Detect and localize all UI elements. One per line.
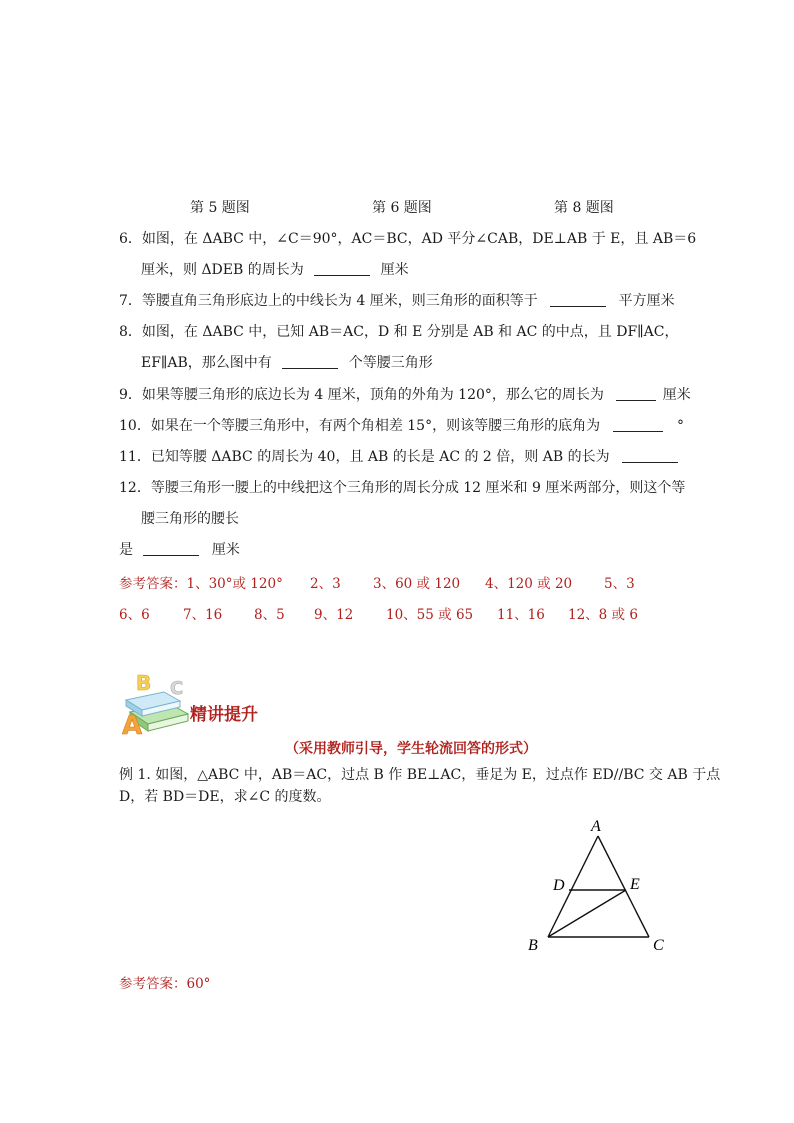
- question-9: [119, 386, 691, 404]
- question-6-unit: 厘米: [380, 262, 409, 278]
- letter-c: C: [170, 678, 184, 699]
- example-1-answer: 参考答案：60°: [119, 976, 211, 992]
- answer-item: 3、60 或 120: [373, 576, 461, 592]
- question-12-unit: 厘米: [211, 542, 240, 558]
- answer-item: 4、120 或 20: [485, 576, 573, 592]
- question-8-line-2: [141, 354, 433, 372]
- fig-caption-8: 第 8 题图: [554, 200, 614, 216]
- answer-blank: [550, 292, 606, 307]
- point-a-label: A: [591, 818, 601, 835]
- point-b-label: B: [528, 937, 538, 954]
- answer-item: 7、16: [183, 607, 223, 623]
- question-12-line-2: 腰三角形的腰长: [141, 511, 239, 527]
- point-d-label: D: [553, 877, 565, 894]
- point-e-label: E: [630, 876, 640, 893]
- question-7-text: 7．等腰直角三角形底边上的中线长为 4 厘米，则三角形的面积等于: [119, 293, 538, 309]
- triangle-figure: [520, 812, 680, 962]
- answer-blank: [282, 354, 338, 369]
- question-10-unit: °: [676, 418, 684, 434]
- abc-books-icon: [114, 668, 192, 738]
- question-7: [119, 292, 675, 310]
- example-1-line-1: 例 1. 如图，△ABC 中，AB＝AC，过点 B 作 BE⊥AC，垂足为 E，过点作 ED//BC 交 AB 于点: [119, 767, 721, 783]
- answer-blank: [613, 417, 663, 432]
- letter-a: A: [122, 711, 143, 738]
- section-subtitle: （采用教师引导，学生轮流回答的形式）: [285, 741, 537, 757]
- answer-blank: [616, 386, 656, 401]
- example-1-line-2: D，若 BD＝DE，求∠C 的度数。: [119, 789, 331, 805]
- answer-blank: [143, 541, 199, 556]
- answers-row-1: [119, 572, 283, 592]
- answers-label: 参考答案：: [119, 576, 187, 592]
- question-6-line-2: [141, 261, 409, 279]
- answer-item: 9、12: [314, 607, 354, 623]
- question-12-text: 是: [119, 542, 133, 558]
- segment-ac: [598, 836, 649, 937]
- fig-caption-5: 第 5 题图: [190, 200, 250, 216]
- question-12-line-1: 12．等腰三角形一腰上的中线把这个三角形的周长分成 12 厘米和 9 厘米两部分，则这个等: [119, 480, 686, 496]
- question-11-text: 11．已知等腰 ΔABC 的周长为 40，且 AB 的长是 AC 的 2 倍，则 AB 的长为: [119, 449, 610, 465]
- answer-item: 2、3: [310, 576, 341, 592]
- letter-b: B: [136, 671, 152, 695]
- question-6-text: 厘米，则 ΔDEB 的周长为: [141, 262, 304, 278]
- answer-item: 6、6: [119, 607, 150, 623]
- answer-item: 11、16: [497, 607, 545, 623]
- question-12-line-3: [119, 541, 240, 559]
- fig-caption-6: 第 6 题图: [372, 200, 432, 216]
- question-7-unit: 平方厘米: [618, 293, 675, 309]
- question-11: [119, 448, 678, 466]
- answer-item: 8、5: [254, 607, 285, 623]
- question-9-text: 9．如果等腰三角形的底边长为 4 厘米，顶角的外角为 120°，那么它的周长为: [119, 387, 604, 403]
- question-10: [119, 417, 684, 435]
- question-8-text: EF∥AB，那么图中有: [141, 355, 272, 371]
- point-c-label: C: [653, 937, 664, 954]
- question-10-text: 10．如果在一个等腰三角形中，有两个角相差 15°，则该等腰三角形的底角为: [119, 418, 601, 434]
- section-title: 精讲提升: [190, 705, 258, 725]
- answer-blank: [314, 261, 370, 276]
- answer-item: 12、8 或 6: [568, 607, 638, 623]
- question-9-unit: 厘米: [662, 387, 691, 403]
- answer-item: 10、55 或 65: [386, 607, 474, 623]
- answer-item: 1、30°或 120°: [186, 576, 283, 592]
- answer-item: 5、3: [604, 576, 635, 592]
- question-8-unit: 个等腰三角形: [348, 355, 433, 371]
- question-8-line-1: 8．如图，在 ΔABC 中，已知 AB＝AC，D 和 E 分别是 AB 和 AC 的中点，且 DF∥AC，: [119, 324, 679, 340]
- answer-blank: [622, 448, 678, 463]
- question-6-line-1: 6．如图，在 ΔABC 中，∠C＝90°，AC＝BC，AD 平分∠CAB，DE⊥AB 于 E，且 AB＝6: [119, 231, 697, 247]
